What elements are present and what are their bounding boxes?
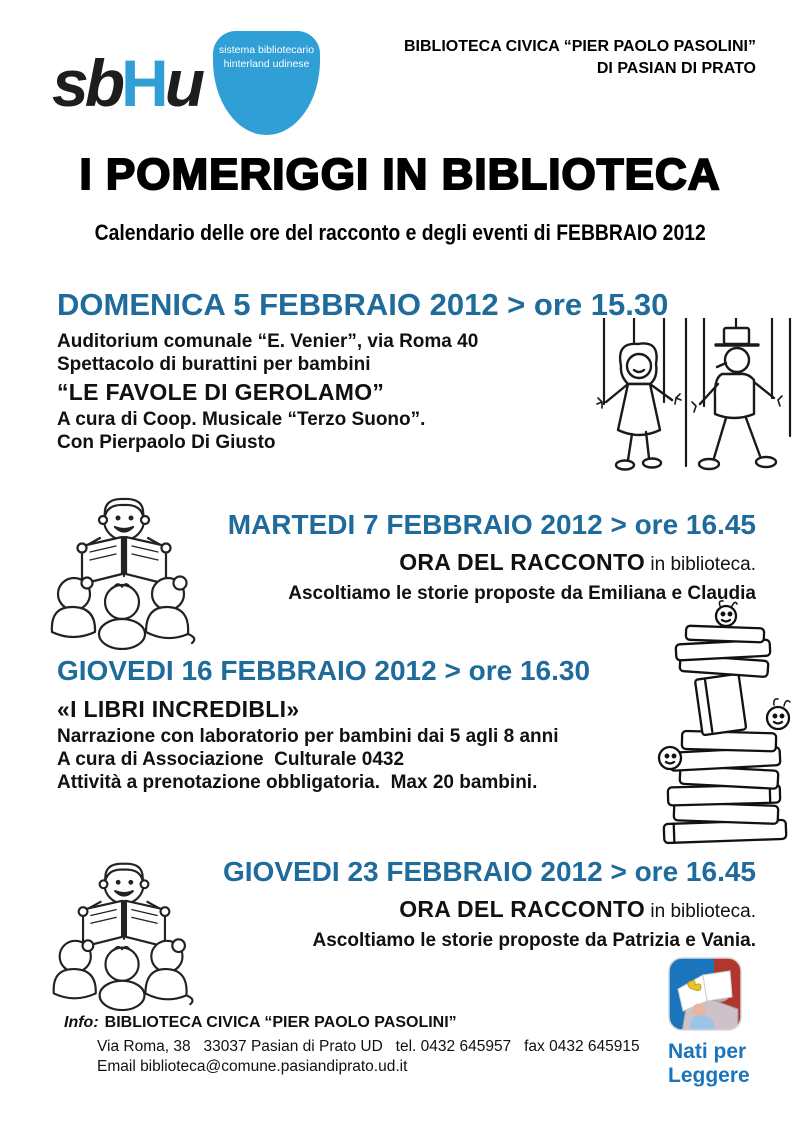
page-title: I POMERIGGI IN BIBLIOTECA [79, 150, 721, 199]
sbhu-logo [52, 46, 202, 120]
event-3-detail2: A cura di Associazione Culturale 0432 [57, 748, 405, 770]
event-4-program-bold: ORA DEL RACCONTO [399, 895, 646, 922]
event-2-program-rest: in biblioteca. [645, 553, 756, 575]
event-4-detail: Ascoltiamo le storie proposte da Patrizia e Vania. [312, 929, 756, 951]
storytime-illustration [40, 490, 208, 650]
nati-per-leggere-icon [668, 957, 742, 1031]
info-label: Info: [64, 1014, 99, 1031]
event-1-description: Spettacolo di burattini per bambini [57, 354, 371, 376]
event-giovedi-16-febbraio [57, 656, 590, 794]
event-3-show-title: «I LIBRI INCREDIBLI» [57, 695, 300, 722]
book-stack-illustration [650, 600, 798, 848]
library-name-line1: BIBLIOTECA CIVICA “PIER PAOLO PASOLINI” [403, 38, 756, 55]
event-4-program [223, 896, 756, 923]
sbhu-logo-blob [213, 31, 320, 135]
marionettes-illustration [588, 318, 796, 516]
sbhu-logo-text-black1: sb [52, 46, 122, 120]
event-3-heading: GIOVEDI 16 FEBBRAIO 2012 > ore 16.30 [57, 655, 591, 686]
library-name [404, 36, 756, 80]
footer-library-name: BIBLIOTECA CIVICA “PIER PAOLO PASOLINI” [104, 1014, 457, 1031]
footer-address-line: Via Roma, 38 33037 Pasian di Prato UD tel. 0432 645957 fax 0432 645915 [97, 1038, 640, 1055]
library-name-line2: DI PASIAN DI PRATO [596, 60, 756, 77]
event-martedi-7-febbraio [228, 510, 756, 605]
sbhu-tagline-line2: hinterland udinese [223, 57, 310, 70]
footer-info-line [64, 1014, 640, 1032]
event-2-program-bold: ORA DEL RACCONTO [399, 548, 646, 575]
npl-label-line2: Leggere [668, 1064, 750, 1087]
sbhu-tagline-line1: sistema bibliotecario [218, 44, 315, 56]
event-1-heading: DOMENICA 5 FEBBRAIO 2012 > ore 15.30 [57, 287, 669, 322]
event-domenica-5-febbraio [57, 288, 668, 454]
footer-contact-info [64, 1014, 640, 1077]
event-3-detail1: Narrazione con laboratorio per bambini dai 5 agli 8 anni [57, 725, 559, 747]
storytime-illustration [42, 855, 206, 1011]
event-1-show-title: “LE FAVOLE DI GEROLAMO” [57, 379, 385, 406]
sbhu-logo-text-blue: H [121, 46, 165, 120]
event-1-credit1: A cura di Coop. Musicale “Terzo Suono”. [57, 409, 426, 431]
page-subtitle [0, 220, 800, 246]
npl-label-line1: Nati per [668, 1040, 747, 1063]
event-2-program [228, 549, 756, 576]
event-4-heading: GIOVEDI 23 FEBBRAIO 2012 > ore 16.45 [222, 856, 756, 887]
event-4-program-rest: in biblioteca. [645, 900, 756, 922]
event-2-detail: Ascoltiamo le storie proposte da Emiliana e Claudia [288, 582, 756, 604]
event-2-heading: MARTEDI 7 FEBBRAIO 2012 > ore 16.45 [227, 509, 756, 540]
footer-email-line: Email biblioteca@comune.pasiandiprato.ud.it [97, 1058, 408, 1075]
nati-per-leggere-logo [668, 957, 758, 1088]
nati-per-leggere-label [668, 1040, 758, 1088]
event-3-detail3: Attività a prenotazione obbligatoria. Max 20 bambini. [57, 771, 538, 793]
sbhu-logo-text-black2: u [164, 46, 202, 120]
event-1-credit2: Con Pierpaolo Di Giusto [57, 432, 276, 454]
event-1-venue: Auditorium comunale “E. Venier”, via Roma 40 [57, 331, 479, 353]
event-giovedi-23-febbraio [223, 857, 756, 952]
page-subtitle-text: Calendario delle ore del racconto e degli eventi di FEBBRAIO 2012 [94, 220, 706, 245]
footer-address-block [97, 1037, 640, 1077]
